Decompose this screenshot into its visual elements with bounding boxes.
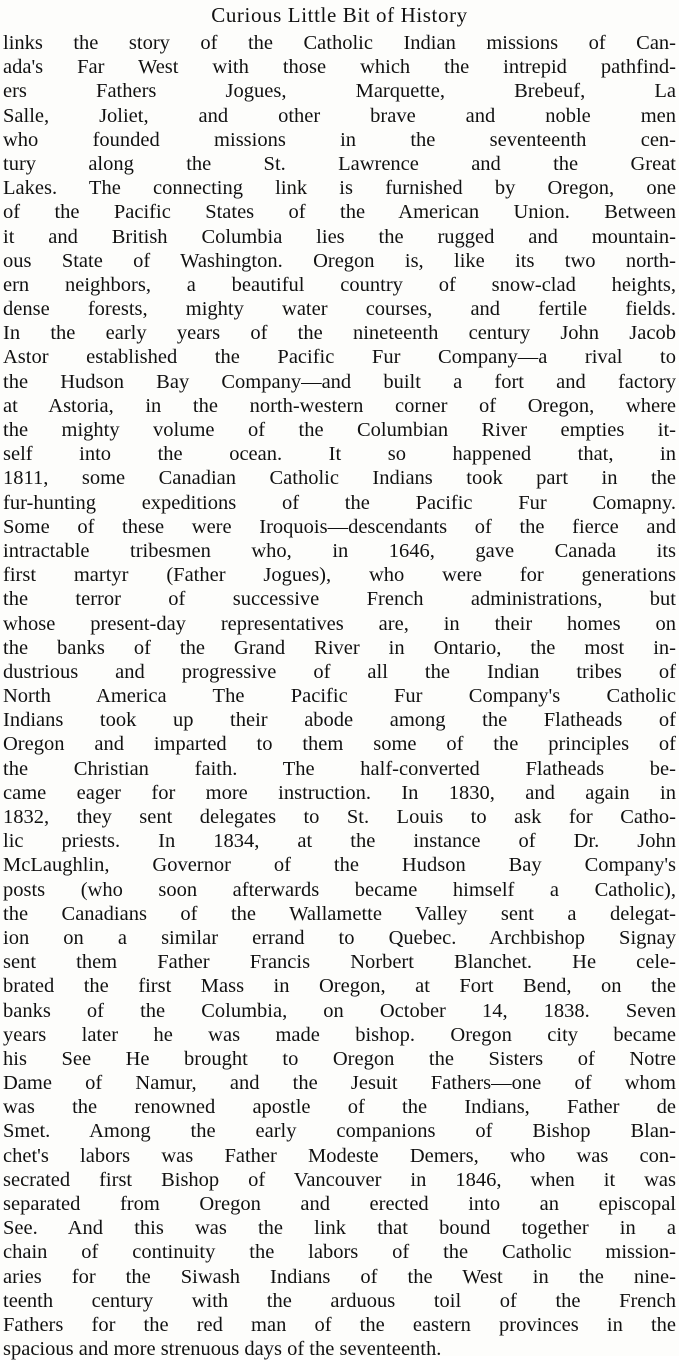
article-title: Curious Little Bit of History — [211, 3, 468, 27]
text-line: years later he was made bishop. Oregon city became — [3, 1023, 676, 1046]
text-line: ada's Far West with those which the intrepid pathfind- — [3, 56, 676, 79]
text-line: separated from Oregon and erected into an episcopal — [3, 1193, 676, 1215]
text-line: chain of continuity the labors of the Catholic mission- — [3, 1241, 676, 1264]
article-body — [3, 31, 676, 1361]
text-line: Indians took up their abode among the Flatheads of — [3, 709, 676, 732]
text-line: Smet. Among the early companions of Bishop Blan- — [3, 1120, 676, 1143]
text-line: intractable tribesmen who, in 1646, gave Canada its — [3, 539, 676, 562]
text-line: was the renowned apostle of the Indians, Father de — [3, 1096, 676, 1119]
text-line: Some of these were Iroquois—descendants of the fierce and — [3, 515, 676, 538]
text-line: the Canadians of the Wallamette Valley sent a delegat- — [3, 902, 676, 925]
text-line: Lakes. The connecting link is furnished by Oregon, one — [3, 177, 676, 200]
text-line: dustrious and progressive of all the Indian tribes of — [3, 660, 676, 683]
text-line: Astor established the Pacific Fur Company—a rival to — [3, 346, 676, 369]
text-line: ion on a similar errand to Quebec. Archbishop Signay — [3, 926, 676, 949]
text-line: secrated first Bishop of Vancouver in 1846, when it was — [3, 1168, 676, 1191]
text-line: teenth century with the arduous toil of the French — [3, 1289, 676, 1312]
text-line: chet's labors was Father Modeste Demers, who was con- — [3, 1144, 676, 1167]
text-line: the mighty volume of the Columbian River empties it- — [3, 419, 676, 441]
text-line: Fathers for the red man of the eastern provinces in the — [3, 1313, 676, 1336]
text-line: Dame of Namur, and the Jesuit Fathers—one of whom — [3, 1072, 676, 1095]
text-line: spacious and more strenuous days of the seventeenth. — [3, 1338, 442, 1361]
text-line: ers Fathers Jogues, Marquette, Brebeuf, La — [3, 80, 676, 103]
text-line: Oregon and imparted to them some of the principles of — [3, 733, 676, 756]
text-line: sent them Father Francis Norbert Blanchet. He cele- — [3, 951, 676, 974]
text-line: of the Pacific States of the American Union. Between — [3, 201, 676, 224]
text-line: posts (who soon afterwards became himself a Catholic), — [3, 878, 676, 901]
text-line: it and British Columbia lies the rugged and mountain- — [3, 225, 676, 248]
text-line: North America The Pacific Fur Company's Catholic — [3, 685, 676, 708]
text-line: the terror of successive French administrations, but — [3, 588, 676, 611]
text-line: the banks of the Grand River in Ontario, the most in- — [3, 636, 676, 659]
text-line: McLaughlin, Governor of the Hudson Bay Company's — [3, 854, 676, 877]
text-line: lic priests. In 1834, at the instance of Dr. John — [3, 830, 676, 853]
text-line: Salle, Joliet, and other brave and noble men — [3, 104, 676, 127]
text-line: links the story of the Catholic Indian missions of Can- — [3, 32, 676, 54]
text-line: ern neighbors, a beautiful country of snow-clad heights, — [3, 273, 676, 296]
text-line: 1832, they sent delegates to St. Louis to ask for Catho- — [3, 806, 676, 828]
text-line: ous State of Washington. Oregon is, like its two north- — [3, 249, 676, 272]
text-line: tury along the St. Lawrence and the Great — [3, 152, 676, 175]
text-line: In the early years of the nineteenth century John Jacob — [3, 322, 676, 345]
text-line: dense forests, mighty water courses, and fertile fields. — [3, 298, 676, 321]
text-line: whose present-day representatives are, in their homes on — [3, 612, 676, 635]
text-line: the Hudson Bay Company—and built a fort and factory — [3, 370, 676, 393]
text-line: his See He brought to Oregon the Sisters of Notre — [3, 1047, 676, 1070]
text-line: 1811, some Canadian Catholic Indians took part in the — [3, 467, 676, 490]
text-line: See. And this was the link that bound together in a — [3, 1217, 676, 1240]
text-line: self into the ocean. It so happened that, in — [3, 443, 676, 466]
text-line: came eager for more instruction. In 1830, and again in — [3, 781, 676, 804]
text-line: fur-hunting expeditions of the Pacific Fur Comapny. — [3, 491, 676, 514]
text-line: who founded missions in the seventeenth cen- — [3, 128, 676, 151]
text-line: first martyr (Father Jogues), who were for generations — [3, 564, 676, 587]
text-line: banks of the Columbia, on October 14, 1838. Seven — [3, 999, 676, 1022]
text-line: aries for the Siwash Indians of the West in the nine- — [3, 1265, 676, 1288]
text-line: at Astoria, in the north-western corner of Oregon, where — [3, 394, 676, 417]
text-line: brated the first Mass in Oregon, at Fort Bend, on the — [3, 975, 676, 998]
text-line: the Christian faith. The half-converted Flatheads be- — [3, 757, 676, 780]
